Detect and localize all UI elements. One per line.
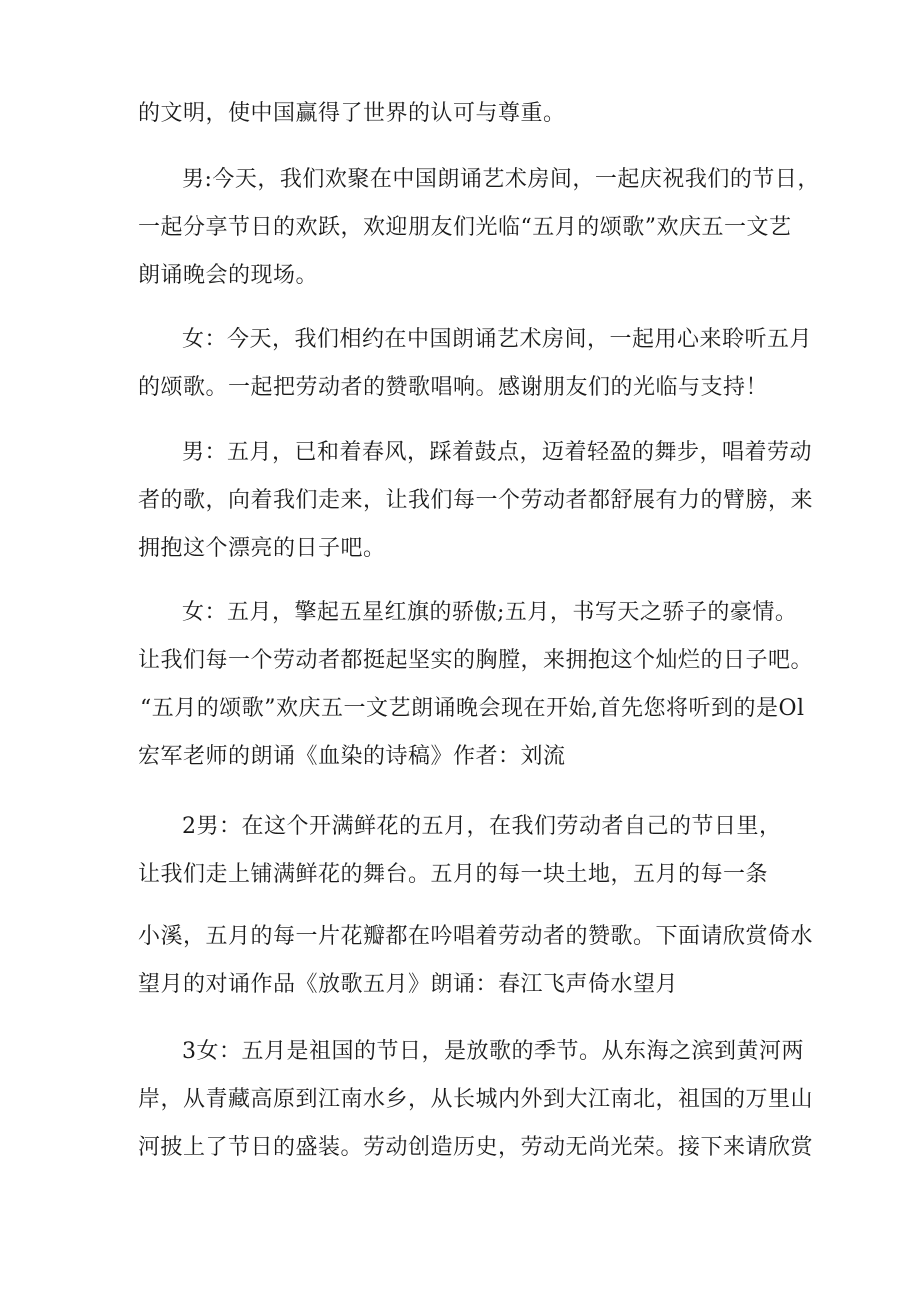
text-line: 2男：在这个开满鲜花的五月，在我们劳动者自己的节日里， — [182, 814, 782, 839]
text-line: 者的歌，向着我们走来，让我们每一个劳动者都舒展有力的臂膀，来 — [138, 488, 814, 513]
text-line: “五月的颂歌”欢庆五一文艺朗诵晚会现在开始,首先您将听到的是Ol — [140, 696, 805, 721]
text-line: 女：今天，我们相约在中国朗诵艺术房间，一起用心来聆听五月 — [182, 327, 813, 352]
text-line: 女：五月，擎起五星红旗的骄傲;五月，书写天之骄子的豪情。 — [182, 600, 798, 625]
text-line: 岸，从青藏高原到江南水乡，从长城内外到大江南北，祖国的万里山 — [138, 1087, 814, 1112]
text-line: 河披上了节日的盛装。劳动创造历史，劳动无尚光荣。接下来请欣赏 — [138, 1135, 814, 1160]
text-line: 望月的对诵作品《放歌五月》朗诵：春江飞声倚水望月 — [138, 972, 679, 997]
text-line: 小溪，五月的每一片花瓣都在吟唱着劳动者的赞歌。下面请欣赏倚水 — [138, 924, 814, 949]
text-line: 让我们走上铺满鲜花的舞台。五月的每一块土地，五月的每一条 — [138, 862, 769, 887]
text-line: 男：五月，已和着春风，踩着鼓点，迈着轻盈的舞步，唱着劳动 — [182, 440, 813, 465]
text-line: 3女：五月是祖国的节日，是放歌的季节。从东海之滨到黄河两 — [182, 1039, 804, 1064]
text-line: 拥抱这个漂亮的日子吧。 — [138, 536, 386, 561]
text-line: 一起分享节日的欢跃，欢迎朋友们光临“五月的颂歌”欢庆五一文艺 — [138, 215, 792, 240]
text-line: 宏军老师的朗诵《血染的诗稿》作者：刘流 — [138, 744, 566, 769]
text-line: 朗诵晚会的现场。 — [138, 263, 319, 288]
text-line: 让我们每一个劳动者都挺起坚实的胸膛，来拥抱这个灿烂的日子吧。 — [138, 648, 814, 673]
text-line: 的文明，使中国赢得了世界的认可与尊重。 — [138, 101, 566, 126]
text-line: 男:今天，我们欢聚在中国朗诵艺术房间，一起庆祝我们的节日， — [182, 167, 820, 192]
text-line: 的颂歌。一起把劳动者的赞歌唱响。感谢朋友们的光临与支持！ — [138, 375, 769, 400]
